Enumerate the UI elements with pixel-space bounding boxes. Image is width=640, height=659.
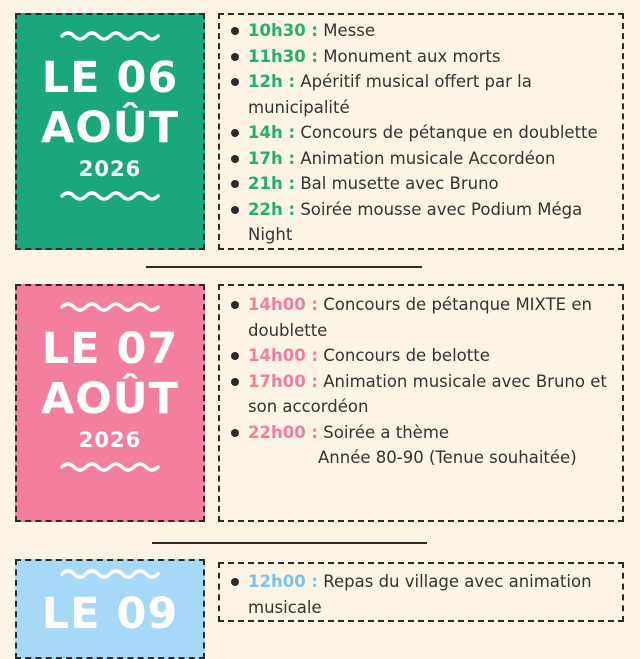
event-time: 22h00 : (248, 422, 319, 442)
event-time: 14h00 : (248, 295, 319, 314)
list-item (226, 69, 614, 120)
year-label: 2026 (78, 428, 142, 452)
event-time: 17h00 : (248, 371, 319, 391)
list-item (226, 18, 614, 44)
bullet-icon (231, 27, 239, 35)
bullet-icon (231, 129, 239, 137)
event-desc: Apéritif musical offert par la municipalité (248, 72, 532, 117)
event-desc: Animation musicale Accordéon (300, 148, 556, 168)
bullet-icon (231, 155, 239, 163)
wave-decoration-bottom (60, 460, 160, 474)
bullet-icon (231, 429, 239, 437)
event-desc: Concours de belotte (323, 346, 490, 365)
date-box-06 (15, 13, 205, 250)
event-time: 11h30 : (248, 46, 319, 66)
day-label: LE 07 (41, 324, 179, 374)
event-time: 22h : (248, 199, 296, 219)
event-time: 21h : (248, 174, 296, 193)
event-desc: Concours de pétanque en doublette (300, 123, 598, 142)
event-desc-continued: Année 80-90 (Tenue souhaitée) (318, 448, 577, 467)
event-desc: Repas du village avec animation musicale (248, 572, 592, 617)
event-time: 12h : (248, 72, 296, 91)
month-label: AOÛT (40, 374, 180, 424)
wave-decoration-bottom (60, 189, 160, 203)
bullet-icon (231, 180, 239, 188)
events-list-06 (218, 13, 624, 250)
day-label: LE 09 (41, 589, 179, 639)
list-item (226, 420, 614, 471)
wave-decoration-top (60, 29, 160, 43)
event-desc: Messe (323, 21, 375, 40)
bullet-icon (231, 301, 239, 309)
event-desc: Soirée a thème (323, 422, 450, 442)
wave-decoration-top (60, 567, 160, 581)
event-desc: Soirée mousse avec Podium Méga Night (248, 199, 583, 244)
bullet-icon (231, 206, 239, 214)
list-item (226, 369, 614, 420)
event-time: 17h : (248, 148, 296, 168)
date-box-07 (15, 284, 205, 522)
list-item (226, 44, 614, 70)
month-label: AOÛT (40, 103, 180, 153)
bullet-icon (231, 578, 239, 586)
divider (146, 266, 422, 268)
bullet-icon (231, 53, 239, 61)
bullet-icon (231, 378, 239, 386)
divider (152, 542, 427, 544)
date-box-09 (15, 559, 205, 659)
event-desc: Monument aux morts (323, 46, 501, 66)
list-item (226, 343, 614, 369)
bullet-icon (231, 78, 239, 86)
list-item (226, 292, 614, 343)
event-time: 14h : (248, 123, 296, 142)
list-item (226, 120, 614, 146)
day-label: LE 06 (41, 53, 179, 103)
event-desc: Bal musette avec Bruno (300, 174, 499, 193)
list-item (226, 171, 614, 197)
list-item (226, 146, 614, 172)
events-list-07 (218, 284, 624, 522)
event-time: 12h00 : (248, 572, 319, 591)
event-time: 14h00 : (248, 346, 319, 365)
event-time: 10h30 : (248, 21, 319, 40)
bullet-icon (231, 352, 239, 360)
event-desc: Concours de pétanque MIXTE en doublette (248, 295, 592, 340)
list-item (226, 569, 614, 620)
year-label: 2026 (78, 157, 142, 181)
events-list-09 (218, 562, 624, 622)
list-item (226, 197, 614, 248)
event-desc: Animation musicale avec Bruno et son accordéon (248, 371, 607, 416)
wave-decoration-top (60, 300, 160, 314)
